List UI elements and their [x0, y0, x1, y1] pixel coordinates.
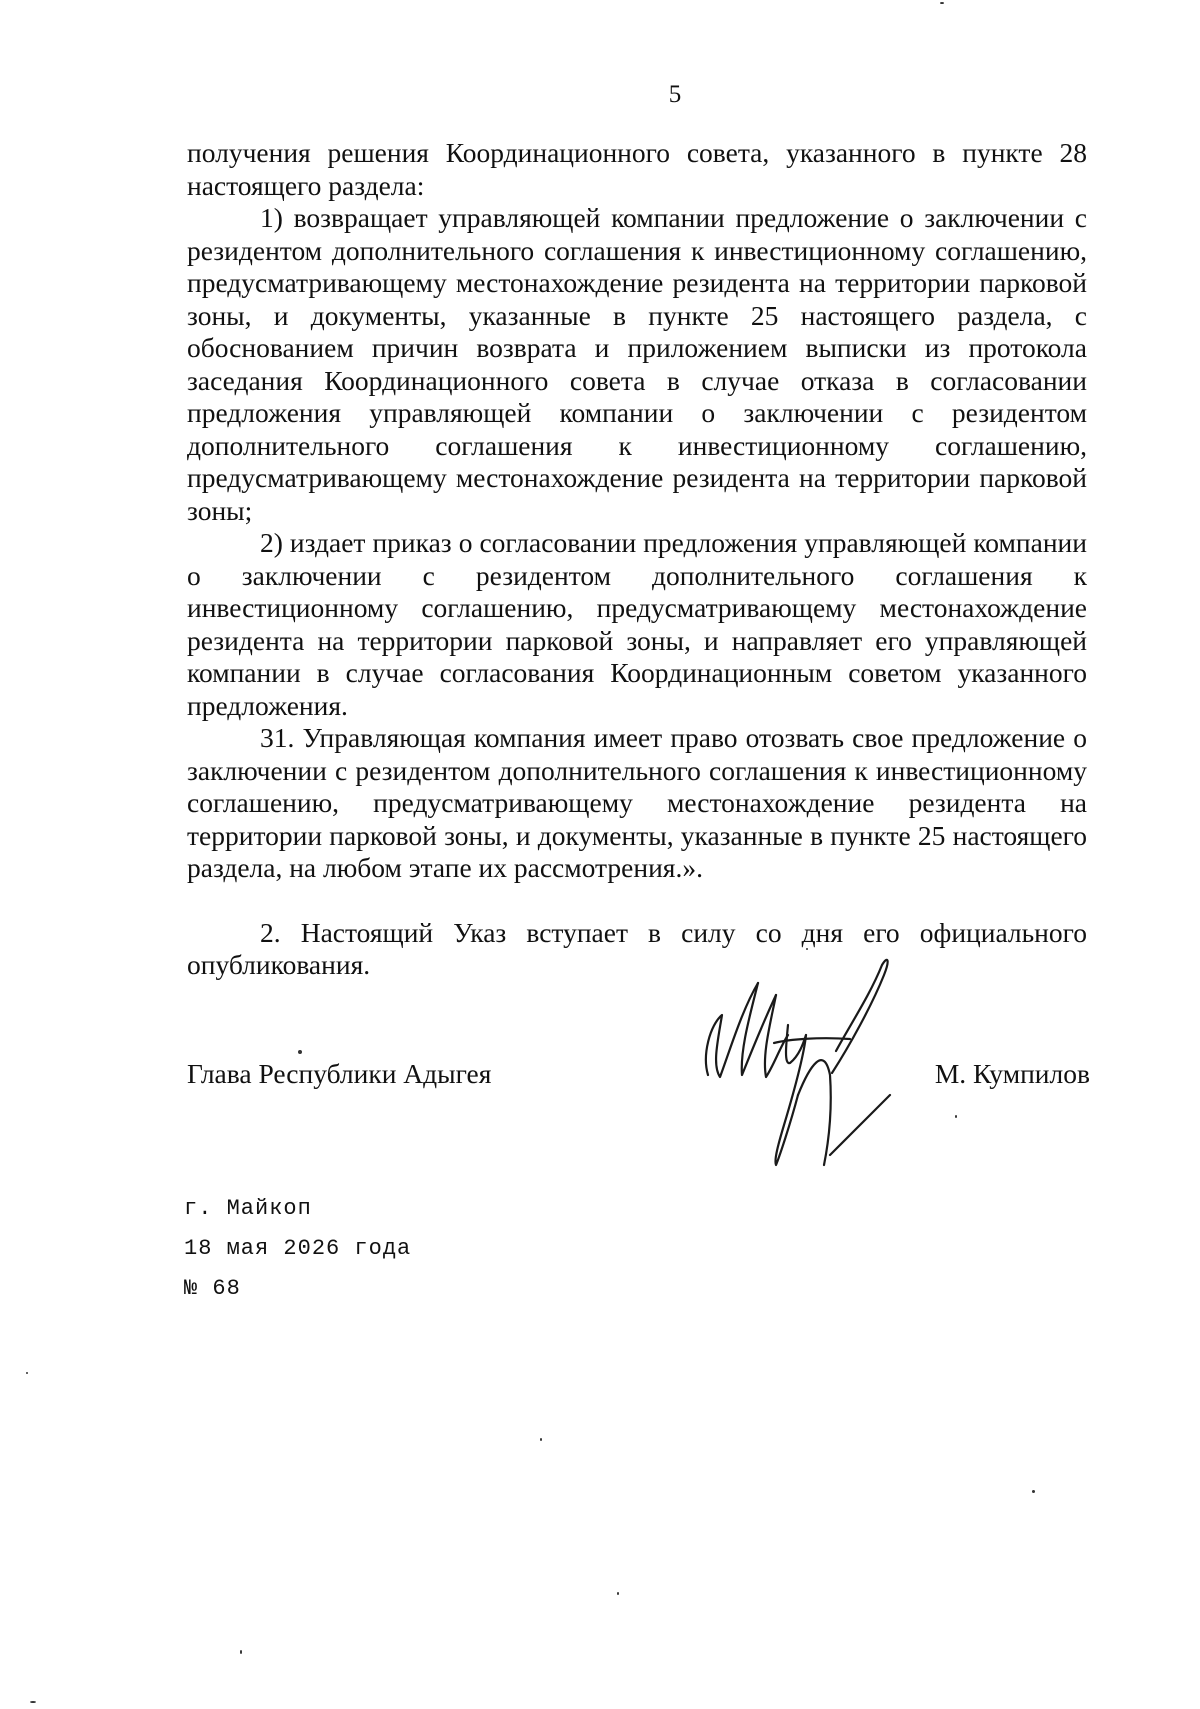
scan-speck [540, 1438, 542, 1441]
scan-speck [298, 1050, 302, 1054]
scan-speck [26, 1372, 28, 1374]
signer-title: Глава Республики Адыгея [187, 1058, 492, 1089]
scan-speck [940, 2, 944, 4]
page-number: 5 [668, 81, 682, 108]
paragraph-point-31: 31. Управляющая компания имеет право отозвать свое предложение о заключении с резидентом дополнительного соглашения к инвестиционному соглашению, предусматривающему местонахождение резидента на территории парковой зоны, и документы, указанные в пункте 25 настоящего раздела, на любом этапе их рассмотрения.». [187, 722, 1087, 883]
issue-date: 18 мая 2026 года [184, 1236, 412, 1261]
scan-speck [240, 1650, 242, 1654]
issue-city: г. Майкоп [184, 1196, 312, 1221]
issue-info [184, 1189, 411, 1309]
signer-name: М. Кумпилов [934, 1058, 1090, 1089]
scan-speck [30, 1701, 36, 1703]
paragraph-effective-date: 2. Настоящий Указ вступает в силу со дня его официального опубликования. [187, 916, 1087, 980]
signature-block [187, 1058, 1090, 1094]
issue-number: № 68 [184, 1276, 241, 1301]
scan-speck [1032, 1490, 1035, 1493]
paragraph-item-2: 2) издает приказ о согласовании предложения управляющей компании о заключении с резидентом дополнительного соглашения к инвестиционному соглашению, предусматривающему местонахождение резидента на территории парковой зоны, и направляет его управляющей компании в случае согласования Координационным советом указанного предложения. [187, 527, 1087, 721]
scan-speck [955, 1115, 957, 1118]
scan-speck [617, 1592, 619, 1595]
paragraph-continuation: получения решения Координационного совета, указанного в пункте 28 настоящего раздела: [187, 137, 1087, 201]
document-body [187, 137, 1087, 982]
scan-speck [806, 948, 808, 950]
paragraph-item-1: 1) возвращает управляющей компании предложение о заключении с резидентом дополнительного соглашения к инвестиционному соглашению, предусматривающему местонахождение резидента на территории парковой зоны, и документы, указанные в пункте 25 настоящего раздела, с обоснованием причин возврата и приложением выписки из протокола заседания Координационного совета в случае отказа в согласовании предложения управляющей компании о заключении с резидентом дополнительного соглашения к инвестиционному соглашению, предусматривающему местонахождение резидента на территории парковой зоны; [187, 202, 1087, 526]
